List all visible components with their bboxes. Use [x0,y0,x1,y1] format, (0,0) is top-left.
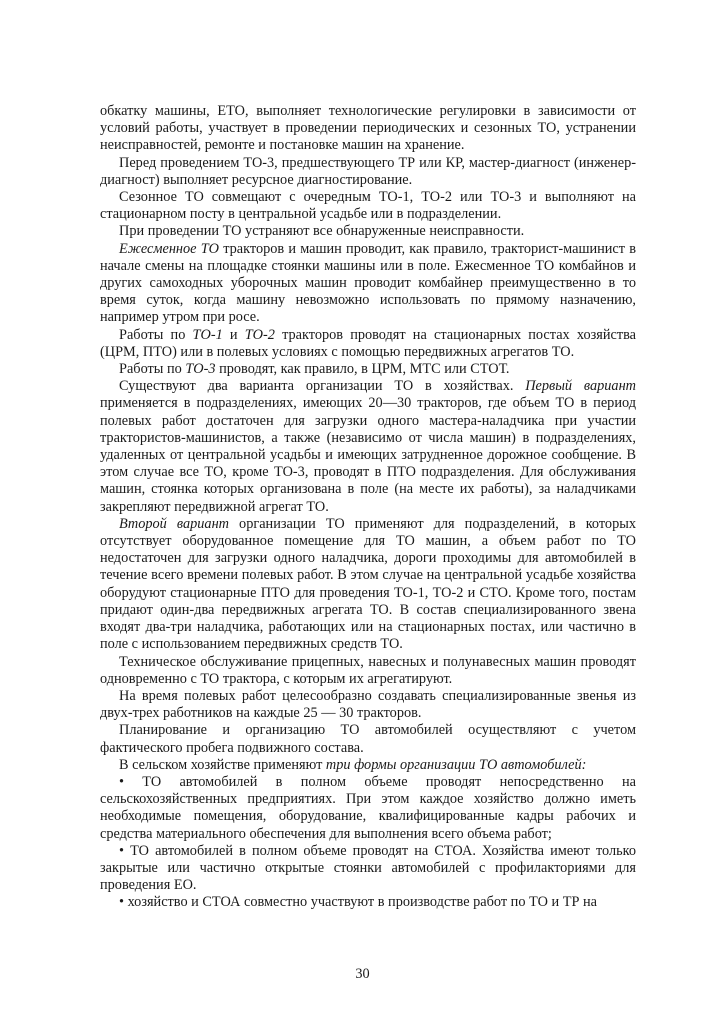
document-page [100,103,636,912]
paragraph-text: тракторов проводят на стационарных постах хозяйства (ЦРМ, ПТО) или в полевых условиях с помощью передвижных агрегатов ТО. [100,326,636,360]
paragraph-9 [100,516,636,654]
paragraph-text: проводят, как правило, в ЦРМ, МТС или СТОТ. [215,361,510,378]
paragraph-text: организации ТО применяют для подразделений, в которых отсутствует оборудованное помещение для ТО машин, а объем работ по ТО недостаточен для загрузки одного наладчика, дороги проходимы для автомобилей в течение всего времени полевых работ. В этом случае на центральной усадьбе хозяйства оборудуют стационарные ПТО для проведения ТО-1, ТО-2 и СТО. Кроме того, постам придают один-два передвижных агрегата ТО. В состав специализированного звена входят два-три наладчика, работающих или на стационарных постах, или частично в поле с использованием передвижных средств ТО. [100,515,636,653]
emphasis-term: Ежесменное ТО [119,240,219,257]
paragraph-12: Планирование и организацию ТО автомобилей осуществляют с учетом фактического пробега подвижного состава. [100,722,636,756]
paragraph-5 [100,241,636,327]
paragraph-10: Техническое обслуживание прицепных, навесных и полунавесных машин проводят одновременно с ТО трактора, с которым их агрегатируют. [100,653,636,687]
emphasis-term: ТО-3 [185,361,216,378]
paragraph-2: Перед проведением ТО-3, предшествующего ТР или КР, мастер-диагност (инженер-диагност) выполняет ресурсное диагностирование. [100,154,636,188]
paragraph-text: и [222,326,245,343]
emphasis-term: ТО-1 [192,326,223,343]
bullet-item-2: • ТО автомобилей в полном объеме проводят на СТОА. Хозяйства имеют только закрытые или частично открытые стоянки автомобилей с профилакториями для проведения ЕО. [100,842,636,894]
page-number: 30 [355,966,370,982]
paragraph-7 [100,361,636,378]
paragraph-text: применяется в подразделениях, имеющих 20—30 тракторов, где объем ТО в период полевых работ достаточен для загрузки одного мастера-наладчика при участии трактористов-машинистов, а также (независимо от числа машин) в подразделениях, удаленных от центральной усадьбы и имеющих затрудненное дорожное сообщение. В этом случае все ТО, кроме ТО-3, проводят в ПТО подразделения. Для обслуживания машин, стоянка которых организована в поле (на месте их работы), за наладчиками закрепляют передвижной агрегат ТО. [100,395,636,515]
paragraph-11: На время полевых работ целесообразно создавать специализированные звенья из двух-трех работников на каждые 25 — 30 тракторов. [100,687,636,722]
emphasis-term: три формы организации ТО автомобилей: [325,756,587,773]
bullet-item-1: • ТО автомобилей в полном объеме проводят непосредственно на сельскохозяйственных предприятиях. При этом каждое хозяйство должно иметь необходимые помещения, оборудование, квалифицированные кадры рабочих и средства материального обеспечения для выполнения всего объема работ; [100,773,636,842]
emphasis-term: ТО-2 [244,326,275,343]
paragraph-3: Сезонное ТО совмещают с очередным ТО-1, ТО-2 или ТО-3 и выполняют на стационарном посту в центральной усадьбе или в подразделении. [100,189,636,223]
paragraph-4: При проведении ТО устраняют все обнаруженные неисправности. [119,223,525,240]
emphasis-term: Первый вариант [525,378,636,395]
paragraph-8 [100,378,636,516]
paragraph-1: обкатку машины, ЕТО, выполняет технологические регулировки в зависимости от условий работы, участвует в проведении периодических и сезонных ТО, устранении неисправностей, ремонте и постановке машин на хранение. [100,103,636,154]
paragraph-text: Существуют два варианта организации ТО в хозяйствах. [119,378,526,395]
paragraph-13 [100,757,636,774]
paragraph-text: Работы по [119,326,193,343]
paragraph-text: В сельском хозяйстве применяют [119,756,326,773]
paragraph-text: тракторов и машин проводит, как правило, тракторист-машинист в начале смены на площадке стоянки машины или в поле. Ежесменное ТО комбайнов и других самоходных уборочных машин проводит комбайнер преимущественно в то время суток, когда машину невозможно использовать по прямому назначению, например утром при росе. [100,240,636,326]
bullet-item-3: • хозяйство и СТОА совместно участвуют в производстве работ по ТО и ТР на [119,894,597,911]
paragraph-text: Работы по [119,361,186,378]
paragraph-6 [100,327,636,361]
emphasis-term: Второй вариант [119,515,229,532]
